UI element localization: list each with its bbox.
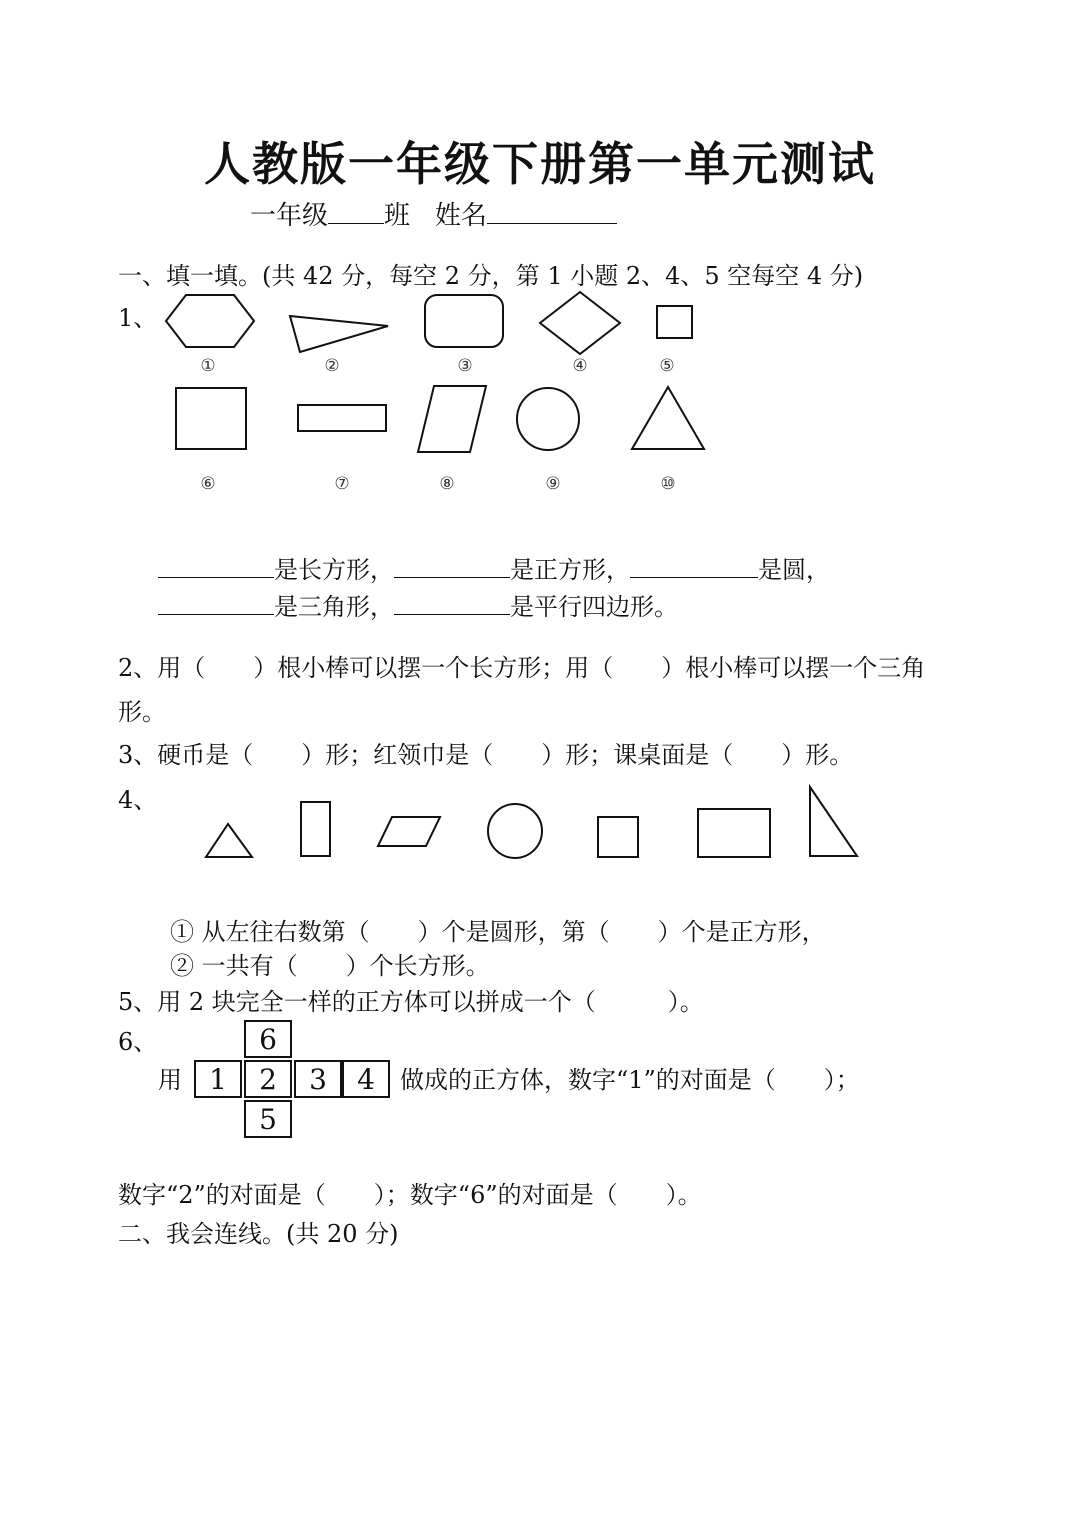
parallelogram-answer-blank[interactable] (394, 592, 510, 615)
q2-line-2: 形。 (118, 698, 166, 726)
rounded-rectangle-shape (423, 293, 505, 349)
cube-net-cell-4: 4 (342, 1060, 390, 1098)
shape-label-7: ⑦ (334, 474, 350, 494)
q4-sub-question-1: ① 从左往右数第（ ）个是圆形，第（ ）个是正方形， (170, 918, 826, 946)
name-label: 姓名 (434, 201, 487, 231)
grade-label: 一年级 (250, 201, 329, 231)
hexagon-shape (164, 293, 256, 349)
rhombus-shape (538, 290, 622, 356)
shape-label-4: ④ (572, 356, 588, 376)
q4-square-shape (596, 815, 640, 859)
q4-parallelogram-shape (376, 815, 444, 849)
q2-line-1: 2、用（ ）根小棒可以摆一个长方形；用（ ）根小棒可以摆一个三角 (118, 654, 926, 682)
shape-label-8: ⑧ (439, 474, 455, 494)
parallelogram-shape (416, 384, 488, 454)
cube-net-cell-3: 3 (294, 1060, 342, 1098)
cube-net-cell-bottom: 5 (244, 1100, 292, 1138)
q4-wide-rectangle-shape (696, 807, 772, 859)
cube-net-cell-top: 6 (244, 1020, 292, 1058)
q6-label: 6、 (118, 1028, 158, 1056)
q4-circle-shape (486, 802, 544, 860)
q4-sub-question-2: ② 一共有（ ）个长方形。 (170, 952, 490, 980)
shape-label-1: ① (200, 356, 216, 376)
class-blank[interactable] (328, 201, 384, 224)
q6-line-2: 数字“2”的对面是（ ）；数字“6”的对面是（ ）。 (118, 1181, 702, 1209)
page-title: 人教版一年级下册第一单元测试 (204, 137, 876, 191)
shape-label-5: ⑤ (659, 356, 675, 376)
obtuse-triangle-shape (288, 312, 392, 354)
q4-triangle-shape (204, 822, 254, 860)
q4-label: 4、 (118, 786, 158, 814)
section2-heading: 二、我会连线。(共 20 分) (118, 1220, 399, 1248)
circle-shape (515, 386, 581, 452)
class-label: 班 (384, 201, 411, 231)
q4-right-triangle-shape (808, 785, 860, 859)
q6-tail: 做成的正方体，数字“1”的对面是（ ）； (400, 1066, 860, 1094)
rectangle-prompt: 是长方形， (274, 556, 394, 584)
shape-label-6: ⑥ (200, 474, 216, 494)
q5-line: 5、用 2 块完全一样的正方体可以拼成一个（ ）。 (118, 988, 704, 1016)
triangle-prompt: 是三角形， (274, 593, 394, 621)
shape-label-9: ⑨ (545, 474, 561, 494)
small-square-shape (655, 304, 695, 340)
q4-tall-rectangle-shape (299, 800, 333, 858)
name-blank[interactable] (487, 201, 617, 224)
large-square-shape (174, 386, 248, 450)
shape-label-10: ⑩ (660, 474, 676, 494)
cube-net-cell-1: 1 (194, 1060, 242, 1098)
shape-label-2: ② (324, 356, 340, 376)
q1-label: 1、 (118, 304, 158, 332)
rectangle-answer-blank[interactable] (158, 555, 274, 578)
parallelogram-prompt: 是平行四边形。 (510, 593, 678, 621)
circle-prompt: 是圆， (758, 556, 830, 584)
circle-answer-blank[interactable] (630, 555, 758, 578)
equilateral-triangle-shape (630, 385, 706, 451)
q6-use-label: 用 (158, 1066, 182, 1094)
cube-net-cell-2: 2 (244, 1060, 292, 1098)
square-prompt: 是正方形， (510, 556, 630, 584)
triangle-answer-blank[interactable] (158, 592, 274, 615)
q1-fill-line-2 (158, 587, 678, 622)
long-rectangle-shape (296, 403, 388, 433)
section1-heading: 一、填一填。(共 42 分，每空 2 分，第 1 小题 2、4、5 空每空 4 分) (118, 262, 864, 290)
student-info-line (250, 195, 617, 232)
q3-line: 3、硬币是（ ）形；红领巾是（ ）形；课桌面是（ ）形。 (118, 741, 854, 769)
q1-fill-line-1 (158, 550, 830, 585)
square-answer-blank[interactable] (394, 555, 510, 578)
shape-label-3: ③ (457, 356, 473, 376)
